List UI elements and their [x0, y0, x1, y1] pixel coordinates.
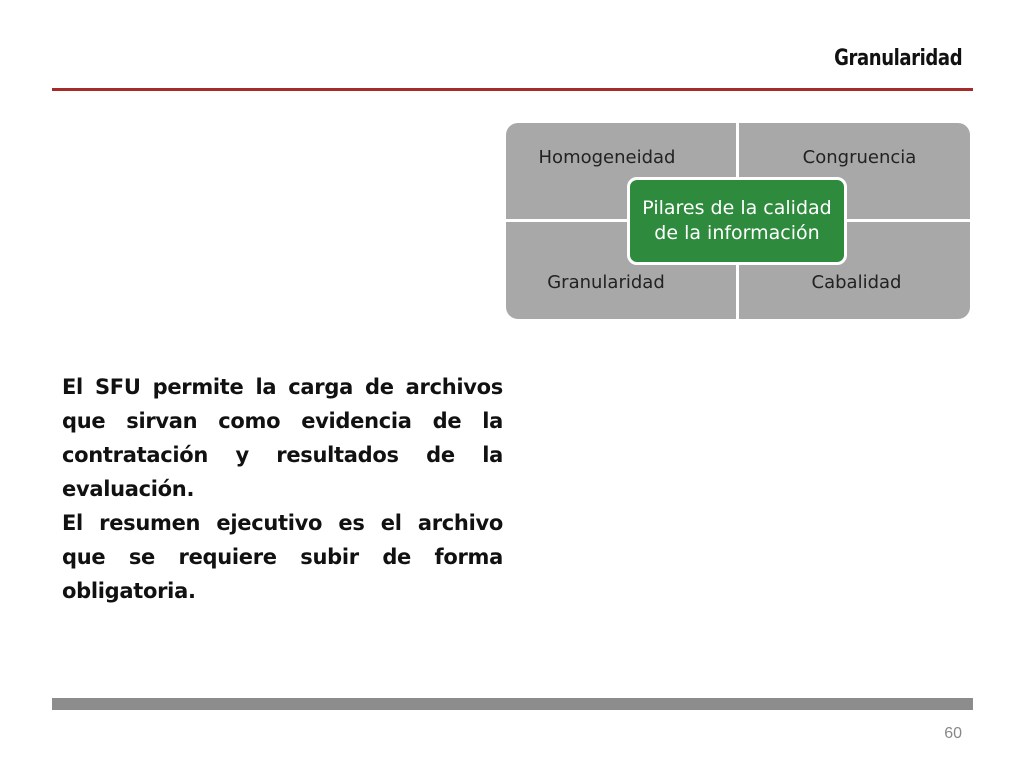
title-divider: [52, 88, 973, 91]
quadrant-label-congruencia: Congruencia: [802, 147, 917, 168]
quality-pillars-diagram: [506, 123, 970, 319]
quadrant-label-granularidad: Granularidad: [547, 272, 665, 293]
quadrant-label-cabalidad: Cabalidad: [811, 272, 902, 293]
quadrant-label-homogeneidad: Homogeneidad: [538, 147, 676, 168]
body-paragraph-requirement: El resumen ejecutivo es el archivo que se requiere subir de forma obligatoria.: [62, 511, 503, 603]
page-number: 60: [944, 725, 962, 742]
footer-bar: [52, 698, 973, 710]
body-paragraph-evidence: El SFU permite la carga de archivos que sirvan como evidencia de la contratación y resultados de la evaluación.: [62, 375, 503, 501]
center-pillar-label: Pilares de la calidad de la información: [642, 197, 832, 244]
body-text: [62, 370, 503, 608]
slide-title: Granularidad: [833, 46, 962, 71]
center-pillar-box: [627, 177, 847, 265]
